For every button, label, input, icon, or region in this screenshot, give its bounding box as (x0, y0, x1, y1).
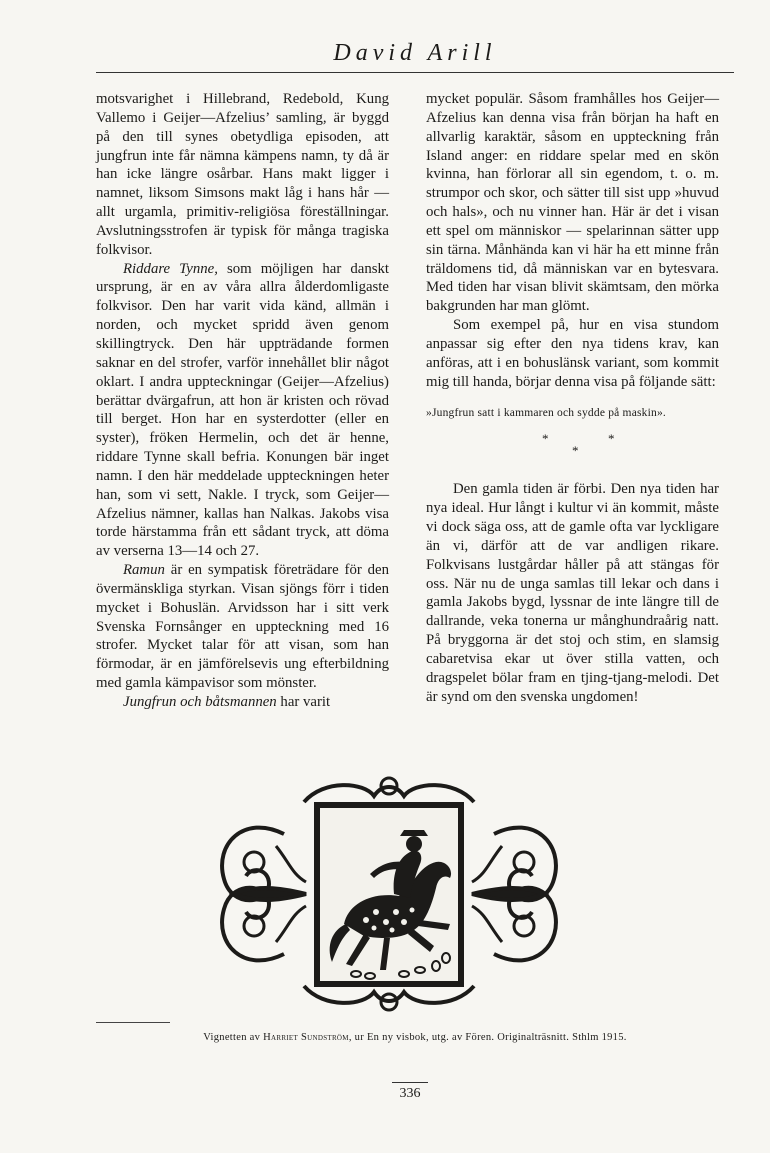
section-divider (426, 426, 719, 466)
song-title: Ramun (123, 562, 165, 579)
paragraph: mycket populär. Såsom framhålles hos Geijer—Afzelius kan denna visa från början ha haft en allvarlig karaktär, såsom en uppteckning från Island anger: en riddare spelar med en skön kvinna, han förlorar all sin egendom, t. o. m. strumpor och skor, och sätter till sist upp »huvud och hals», och nu vinner han. Här är det i visan ett spel om människor — spelarinnan sätter upp sin tärna. Månhända kan vi här ha ett minne från träldomens tid, då människan var en bytesvara. Med tiden har visan blivit skämtsam, den mörka bakgrunden har man glömt. (426, 91, 719, 315)
rider-scene (314, 802, 464, 987)
song-title: Riddare Tynne, (123, 260, 218, 277)
asterisk: * (608, 431, 615, 447)
vignette-caption: Vignetten av Harriet Sundström, ur En ny visbok, utg. av Fören. Originalträsnitt. Sthlm 1915. (203, 1032, 627, 1043)
woodcut-vignette (214, 774, 564, 1014)
scroll-ornament-left (222, 828, 306, 961)
header-rule (96, 72, 734, 73)
paragraph: Den gamla tiden är förbi. Den nya tiden har nya ideal. Hur långt i kultur vi än kommit, måste vi dock säga oss, att de gamle ofta var lyckligare än vi, därför att de var andligen rikare. Folkvisans lustgårdar håller på att stängas för oss. När nu de unga samlas till lekar och dans i gamla Jakobs bygd, lyssnar de inte längre till de dallrande, veka tonerna ur månghundraårig natt. På bryggorna är det stoj och stim, en slamsig cabaretvisa ekar ut över stilla vatten, och dragspelet bölar fram en tjing-tjang-melodi. Det är synd om den svenska ungdomen! (426, 481, 719, 705)
song-title: Jungfrun och båtsmannen (123, 694, 277, 710)
left-column (96, 90, 389, 712)
page-number-rule (392, 1082, 428, 1083)
right-column (426, 90, 719, 706)
paragraph: Ramun är en sympatisk företrädare för den övermänskliga styrkan. Visan sjöngs förr i tiden mycket i Bohuslän. Arvidsson har i sitt verk Svenska Fornsånger en uppteckning med 16 strofer. Mycket talar för att visan, som han förmodar, är en jämförelsevis ung efterbildning med gamla kämpavisor som mönster. (96, 562, 389, 692)
paragraph: Riddare Tynne, som möjligen har danskt ursprung, är en av våra allra ålderdomligaste folkvisor. Den har varit vida känd, allmän i norden, och mycket spridd även genom skillingtryck. Den här uppträdande formen saknar en del strofer, varför innehållet blir något oklart. I andra uppteckningar (Geijer—Afzelius) berättar dvärgafrun, att hon är kristen och rövad till berget. Hon har en systerdotter (eller en syster), fröken Hermelin, och det är henne, riddare Tynne skall befria. Konungen bär inget namn. I den här meddelade uppteckningen heter han, som vi sett, Nakle. I tryck, som Geijer—Afzelius nämner, kallas han Nalkas. Jakobs visa torde härstamma från ett sådant tryck, att döma av verserna 13—14 och 27. (96, 260, 389, 560)
paragraph: Som exempel på, hur en visa stundom anpassar sig efter den nya tidens krav, kan anföras, att i en bohuslänsk variant, som kommit mig till handa, börjar denna visa på följande sätt: (426, 317, 719, 390)
paragraph: Jungfrun och båtsmannen har varit (123, 694, 331, 710)
caption-rule (96, 1022, 170, 1023)
quoted-verse: »Jungfrun satt i kammaren och sydde på maskin». (426, 406, 666, 419)
scroll-ornament-top (304, 778, 474, 802)
asterisk: * (542, 431, 549, 447)
scroll-ornament-bottom (304, 986, 474, 1010)
artist-name: Harriet Sundström (263, 1032, 349, 1043)
scroll-ornament-right (472, 828, 556, 961)
page-number: 336 (399, 1086, 421, 1101)
paragraph: motsvarighet i Hillebrand, Redebold, Kung Vallemo i Geijer—Afzelius’ samling, är byggd på den till synes obetydliga episoden, att jungfrun inte får nämna kämpens namn, ty då är han icke längre osårbar. Hans makt ligger i namnet, liksom Simsons makt låg i hans hår — allt urgamla, primitiv-religiösa föreställningar. Avslutningsstrofen är typisk för många tragiska folkvisor. (96, 91, 389, 258)
asterisk: * (572, 443, 579, 459)
running-header: David Arill (333, 40, 497, 66)
